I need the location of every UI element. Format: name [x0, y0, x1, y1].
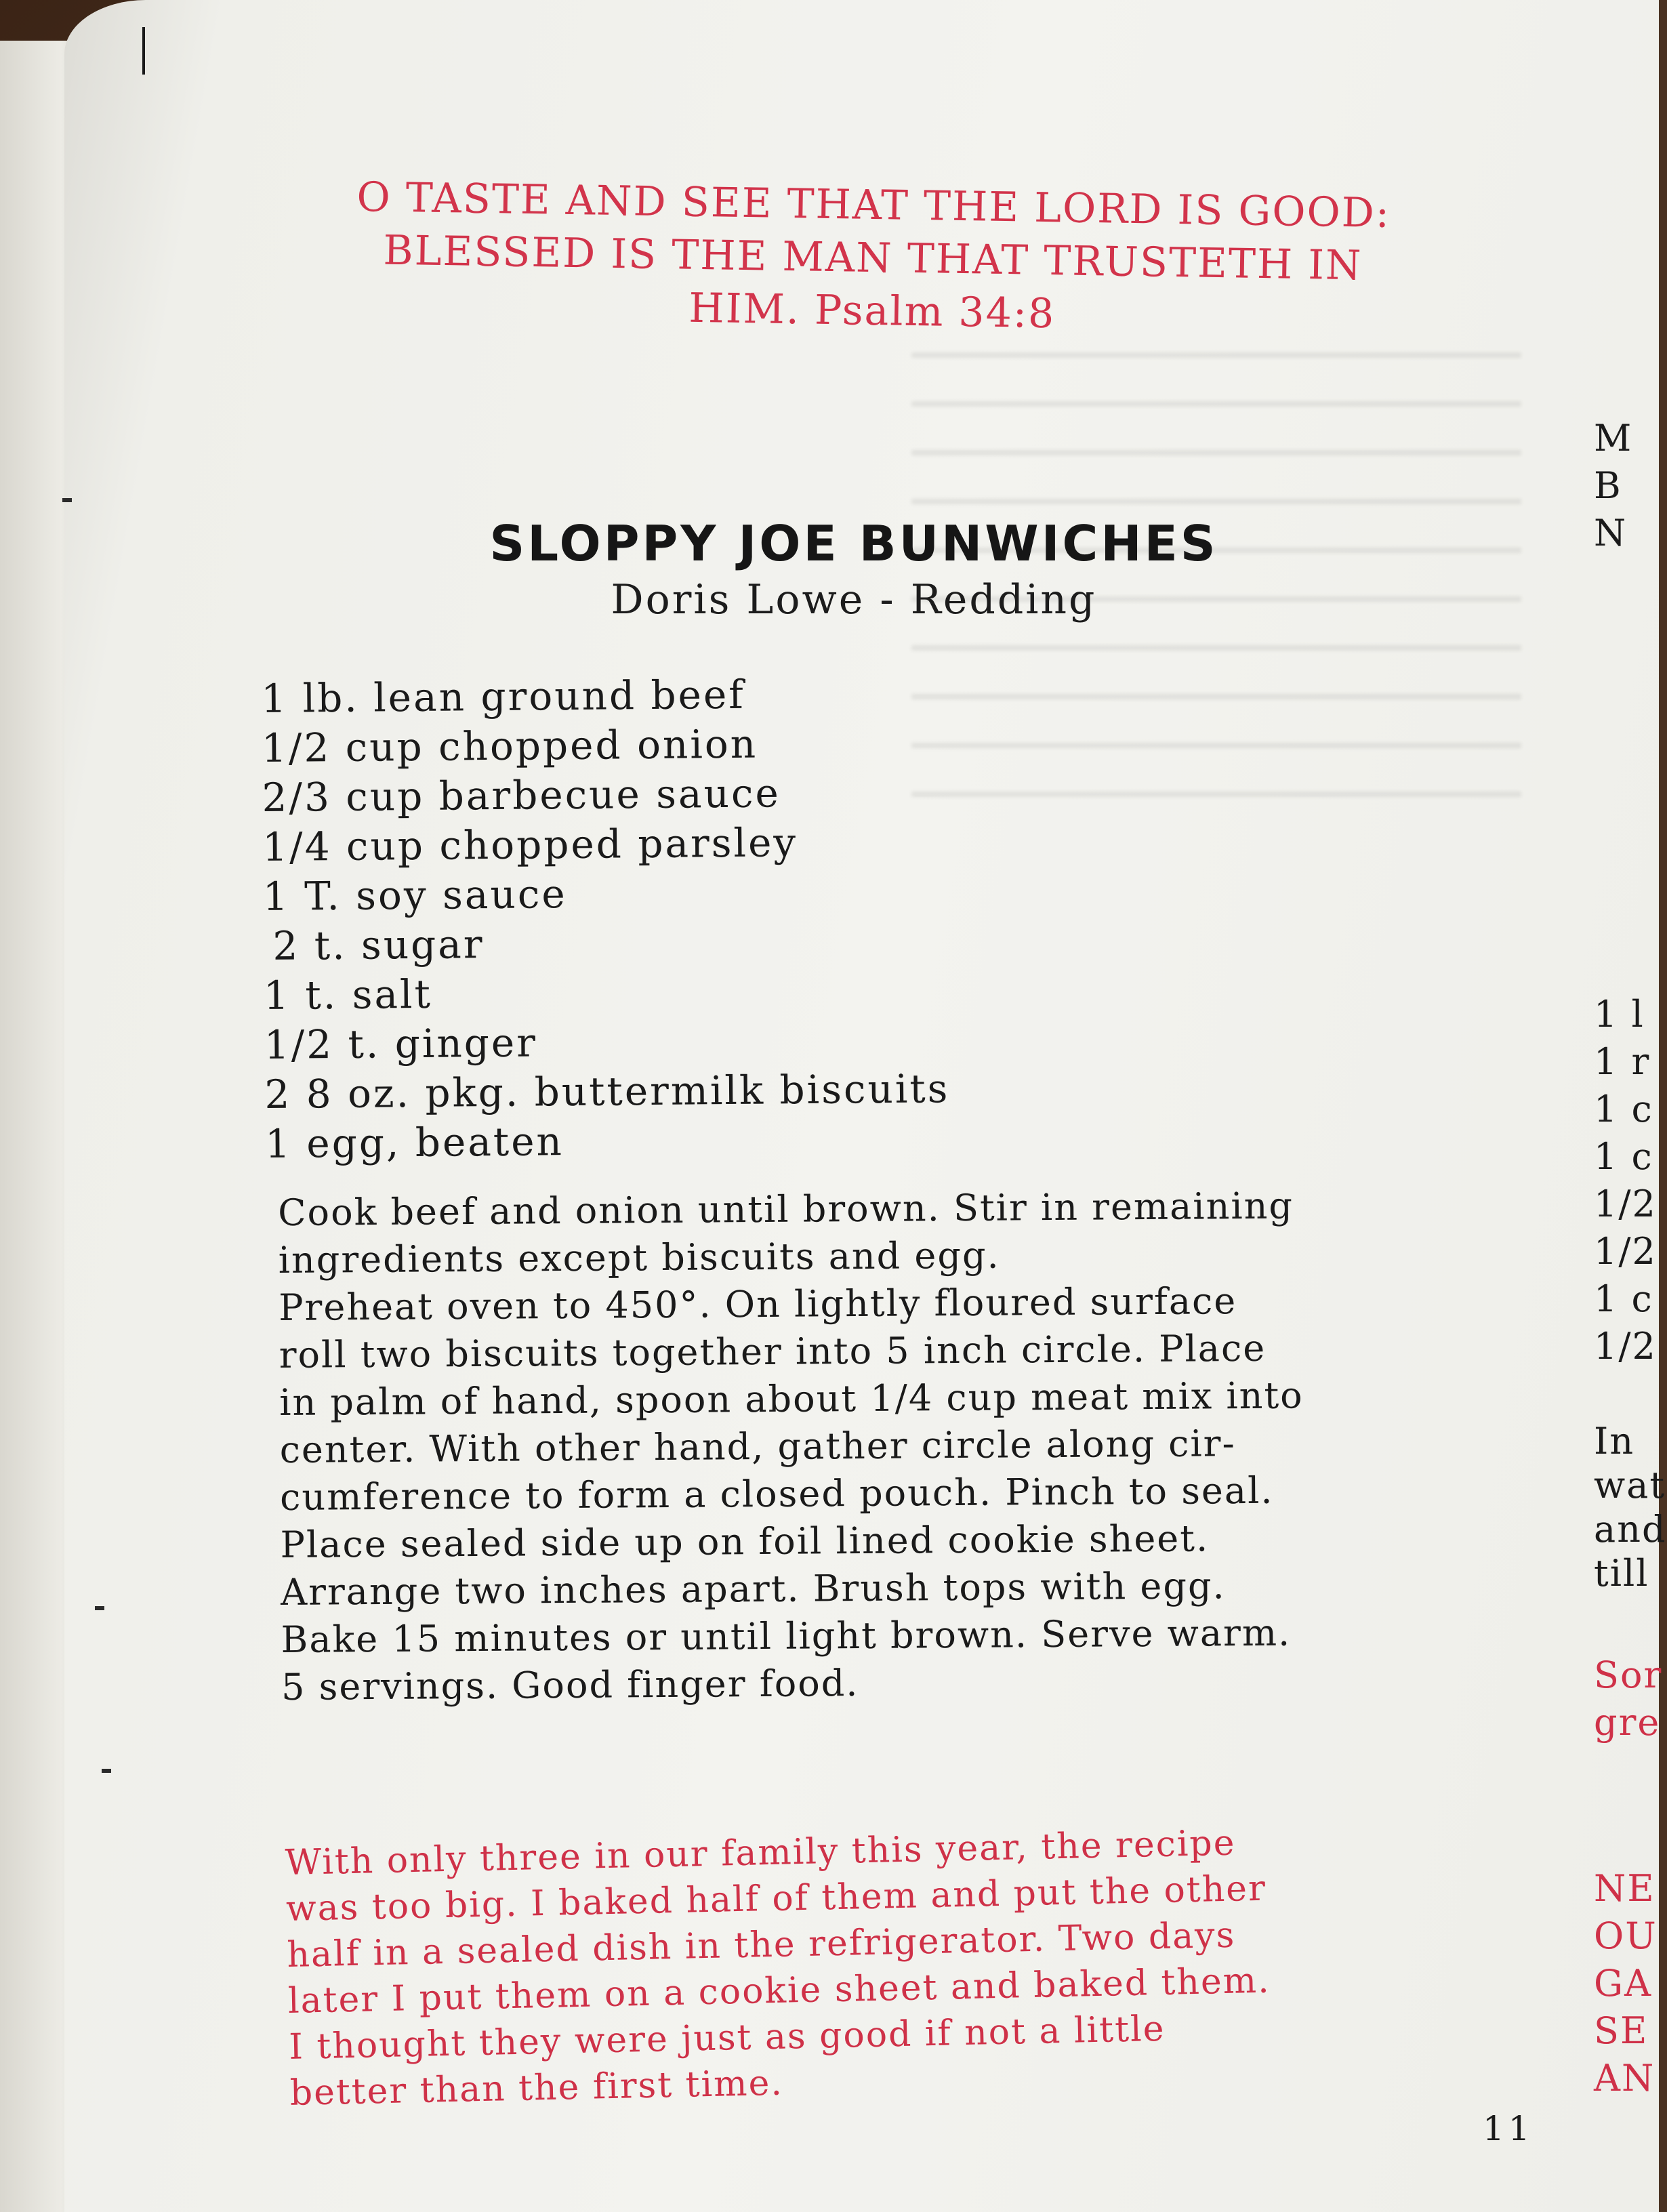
next-page-text: gre [1594, 1701, 1661, 1744]
next-page-text: M [1594, 417, 1633, 459]
next-page-sliver [1586, 0, 1667, 2212]
next-page-text: 1 r [1594, 1040, 1651, 1083]
ingredient-list [261, 667, 1146, 1169]
next-page-text: AN [1594, 2057, 1655, 2100]
recipe-title: SLOPPY JOE BUNWICHES [489, 515, 1218, 572]
directions-line: Preheat oven to 450°. On lightly floured surface [278, 1279, 1237, 1329]
next-page-text: 1 c [1594, 1088, 1653, 1130]
next-page-text: 1 c [1594, 1277, 1653, 1320]
ingredient-item: 1/2 cup chopped onion [261, 720, 758, 771]
ingredient-item: 1 lb. lean ground beef [261, 671, 746, 722]
ingredient-item: 2 t. sugar [272, 921, 485, 969]
page-number: 11 [1483, 2109, 1534, 2148]
scripture-verse [268, 169, 1477, 347]
directions-line: roll two biscuits together into 5 inch circle. Place [279, 1326, 1267, 1376]
next-page-text: 1/2 [1594, 1183, 1657, 1225]
next-page-text: In [1594, 1420, 1635, 1462]
next-page-text: and [1594, 1508, 1667, 1551]
personal-note [285, 1816, 1456, 2116]
note-line: I thought they were just as good if not a little [288, 2008, 1166, 2068]
next-page-text: 1/2 [1594, 1325, 1657, 1368]
ingredient-item: 1 T. soy sauce [262, 871, 567, 920]
verse-line: HIM. Psalm 34:8 [688, 284, 1056, 338]
directions-line: cumference to form a closed pouch. Pinch to seal. [279, 1469, 1274, 1519]
ingredient-item: 1/2 t. ginger [264, 1019, 538, 1068]
directions-line: 5 servings. Good finger food. [281, 1662, 859, 1708]
next-page-text: wat [1594, 1464, 1666, 1507]
binding-hole-mark [62, 498, 72, 502]
next-page-text: 1 l [1594, 993, 1645, 1036]
verse-line: O TASTE AND SEE THAT THE LORD IS GOOD: [356, 173, 1391, 237]
ingredient-item: 1 egg, beaten [264, 1118, 564, 1167]
next-page-text: B [1594, 464, 1622, 507]
binding-hole-mark [102, 1769, 111, 1773]
next-page-text: N [1594, 512, 1628, 554]
ingredient-item: 1/4 cup chopped parsley [262, 819, 798, 870]
directions-line: Arrange two inches apart. Brush tops with egg. [280, 1564, 1226, 1614]
note-line: was too big. I baked half of them and put the other [285, 1868, 1267, 1929]
note-line: With only three in our family this year, the recipe [285, 1822, 1237, 1883]
next-page-text: GA [1594, 1962, 1653, 2005]
next-page-text: Sor [1594, 1654, 1663, 1696]
binding-hole-mark [95, 1606, 104, 1610]
page-margin-mark [142, 27, 145, 75]
note-line: later I put them on a cookie sheet and baked them. [287, 1960, 1271, 2022]
verse-line: BLESSED IS THE MAN THAT TRUSTETH IN [383, 226, 1363, 290]
next-page-text: 1 c [1594, 1135, 1653, 1178]
ingredient-item: 2 8 oz. pkg. buttermilk biscuits [264, 1065, 950, 1118]
recipe-directions [278, 1181, 1487, 1711]
ingredient-item: 1 t. salt [263, 970, 433, 1019]
note-line: better than the first time. [289, 2062, 784, 2114]
recipe-author: Doris Lowe - Redding [611, 576, 1097, 623]
directions-line: Cook beef and onion until brown. Stir in remaining [278, 1184, 1294, 1234]
ingredient-item: 2/3 cup barbecue sauce [262, 770, 781, 821]
next-page-text: NE [1594, 1867, 1655, 1910]
directions-line: ingredients except biscuits and egg. [278, 1233, 1000, 1282]
directions-line: Place sealed side up on foil lined cookie sheet. [280, 1517, 1210, 1566]
note-line: half in a sealed dish in the refrigerator. Two days [286, 1914, 1236, 1975]
directions-line: Bake 15 minutes or until light brown. Serve warm. [281, 1611, 1292, 1661]
directions-line: in palm of hand, spoon about 1/4 cup meat mix into [279, 1374, 1304, 1424]
next-page-text: 1/2 [1594, 1230, 1657, 1273]
next-page-text: till [1594, 1552, 1649, 1595]
next-page-text: OU [1594, 1914, 1658, 1957]
next-page-text: SE [1594, 2009, 1649, 2052]
directions-line: center. With other hand, gather circle along cir- [279, 1422, 1236, 1471]
